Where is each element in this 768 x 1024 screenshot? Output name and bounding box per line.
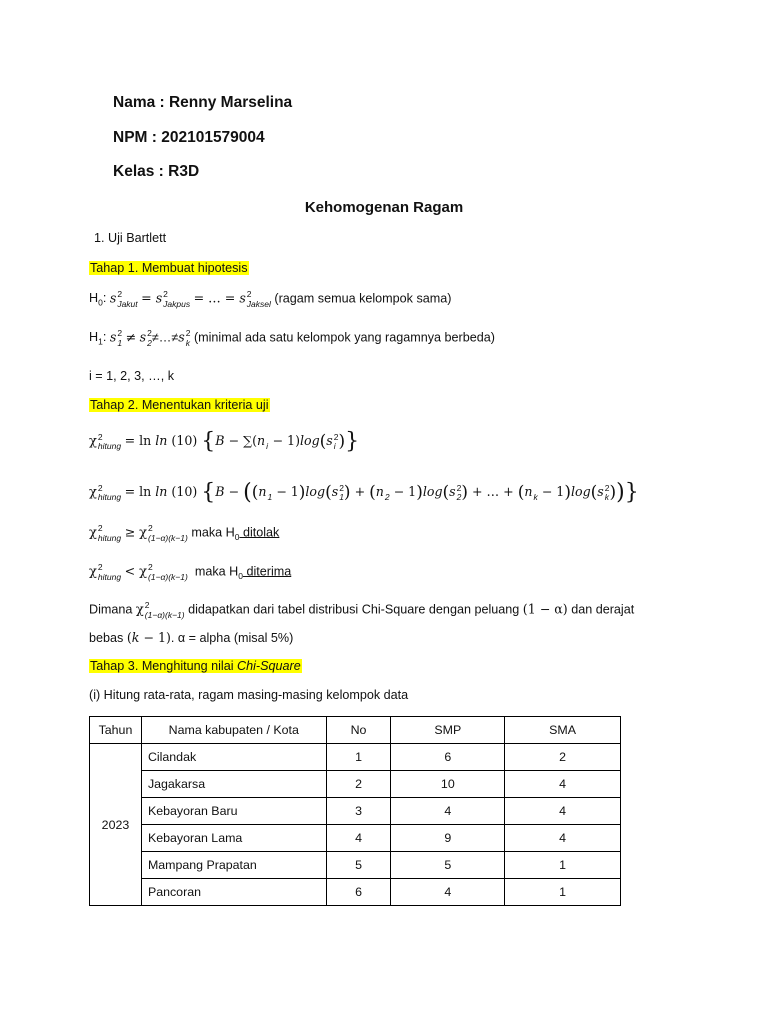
cell-sma: 4 [505, 798, 621, 825]
cell-no: 4 [326, 825, 391, 852]
cell-name: Jagakarsa [141, 771, 326, 798]
cell-no: 2 [326, 771, 391, 798]
student-name: Nama : Renny Marselina [113, 94, 293, 111]
formula-chi-square-general: χ 2 hitung = ln ln (10) {B − ∑(n i − 1)log(s 2 i )} [89, 429, 360, 454]
table-row [90, 879, 621, 906]
header-smp: SMP [391, 717, 505, 744]
hypothesis-h1: $H_1$: s 2 1 ≠ s 2 2 ≠…≠s 2 k (minimal ada satu kelompok yang ragamnya berbeda) [89, 328, 495, 348]
cell-no: 3 [326, 798, 391, 825]
page-title: Kehomogenan Ragam [304, 199, 464, 216]
cell-name: Kebayoran Baru [141, 798, 326, 825]
table-row [90, 771, 621, 798]
cell-smp: 4 [391, 879, 505, 906]
h0-note: (ragam semua kelompok sama) [274, 291, 452, 306]
cell-smp: 6 [391, 744, 505, 771]
cell-smp: 4 [391, 798, 505, 825]
header-sma: SMA [505, 717, 621, 744]
cell-name: Mampang Prapatan [141, 852, 326, 879]
section-heading: 1. Uji Bartlett [94, 231, 167, 245]
hypothesis-h0: $H_0$: s 2 Jakut = s 2 Jakpus = … = s 2 Jaksel (ragam semua kelompok sama) [89, 289, 452, 309]
cell-sma: 4 [505, 771, 621, 798]
cell-name: Cilandak [141, 744, 326, 771]
step1-heading: Tahap 1. Membuat hipotesis [90, 261, 248, 275]
dimana-line1: Dimana χ 2 (1−α)(k−1) didapatkan dari tabel distribusi Chi-Square dengan peluang (1 − α) dan derajat [89, 600, 635, 620]
table-header-row [90, 717, 621, 744]
dimana-line2: bebas (k − 1). α = alpha (misal 5%) [89, 630, 294, 645]
criterion-accept: χ 2 hitung < χ 2 (1−α)(k−1) maka $H_0$ diterima [89, 562, 292, 582]
cell-sma: 4 [505, 825, 621, 852]
step2-heading: Tahap 2. Menentukan kriteria uji [90, 398, 269, 412]
formula-chi-square-expanded: χ 2 hitung = ln ln (10) {B − ((n 1 − 1)log(s 2 1 ) + (n 2 − 1)log(s 2 2 ) + … + (n k − 1)log(s 2 k ))} [89, 480, 639, 505]
cell-smp: 9 [391, 825, 505, 852]
cell-no: 5 [326, 852, 391, 879]
cell-smp: 10 [391, 771, 505, 798]
cell-no: 1 [326, 744, 391, 771]
table-row [90, 852, 621, 879]
cell-no: 6 [326, 879, 391, 906]
step-i-text: (i) Hitung rata-rata, ragam masing-masing kelompok data [89, 688, 409, 702]
header-nama: Nama kabupaten / Kota [141, 717, 326, 744]
student-class: Kelas : R3D [113, 163, 200, 180]
table-row [90, 825, 621, 852]
h1-note: (minimal ada satu kelompok yang ragamnya berbeda) [193, 330, 495, 345]
header-tahun: Tahun [90, 717, 142, 744]
index-line: i = 1, 2, 3, …, k [89, 369, 175, 383]
data-table [89, 716, 621, 906]
year-cell: 2023 [90, 744, 142, 906]
student-npm: NPM : 202101579004 [113, 129, 265, 146]
table-row [90, 798, 621, 825]
header-no: No [326, 717, 391, 744]
table-row [90, 744, 621, 771]
cell-sma: 1 [505, 879, 621, 906]
cell-name: Pancoran [141, 879, 326, 906]
step3-heading: Tahap 3. Menghitung nilai Chi-Square [90, 659, 301, 673]
cell-name: Kebayoran Lama [141, 825, 326, 852]
cell-sma: 1 [505, 852, 621, 879]
criterion-reject: χ 2 hitung ≥ χ 2 (1−α)(k−1) maka $H_0$ ditolak [89, 523, 280, 543]
cell-smp: 5 [391, 852, 505, 879]
cell-sma: 2 [505, 744, 621, 771]
